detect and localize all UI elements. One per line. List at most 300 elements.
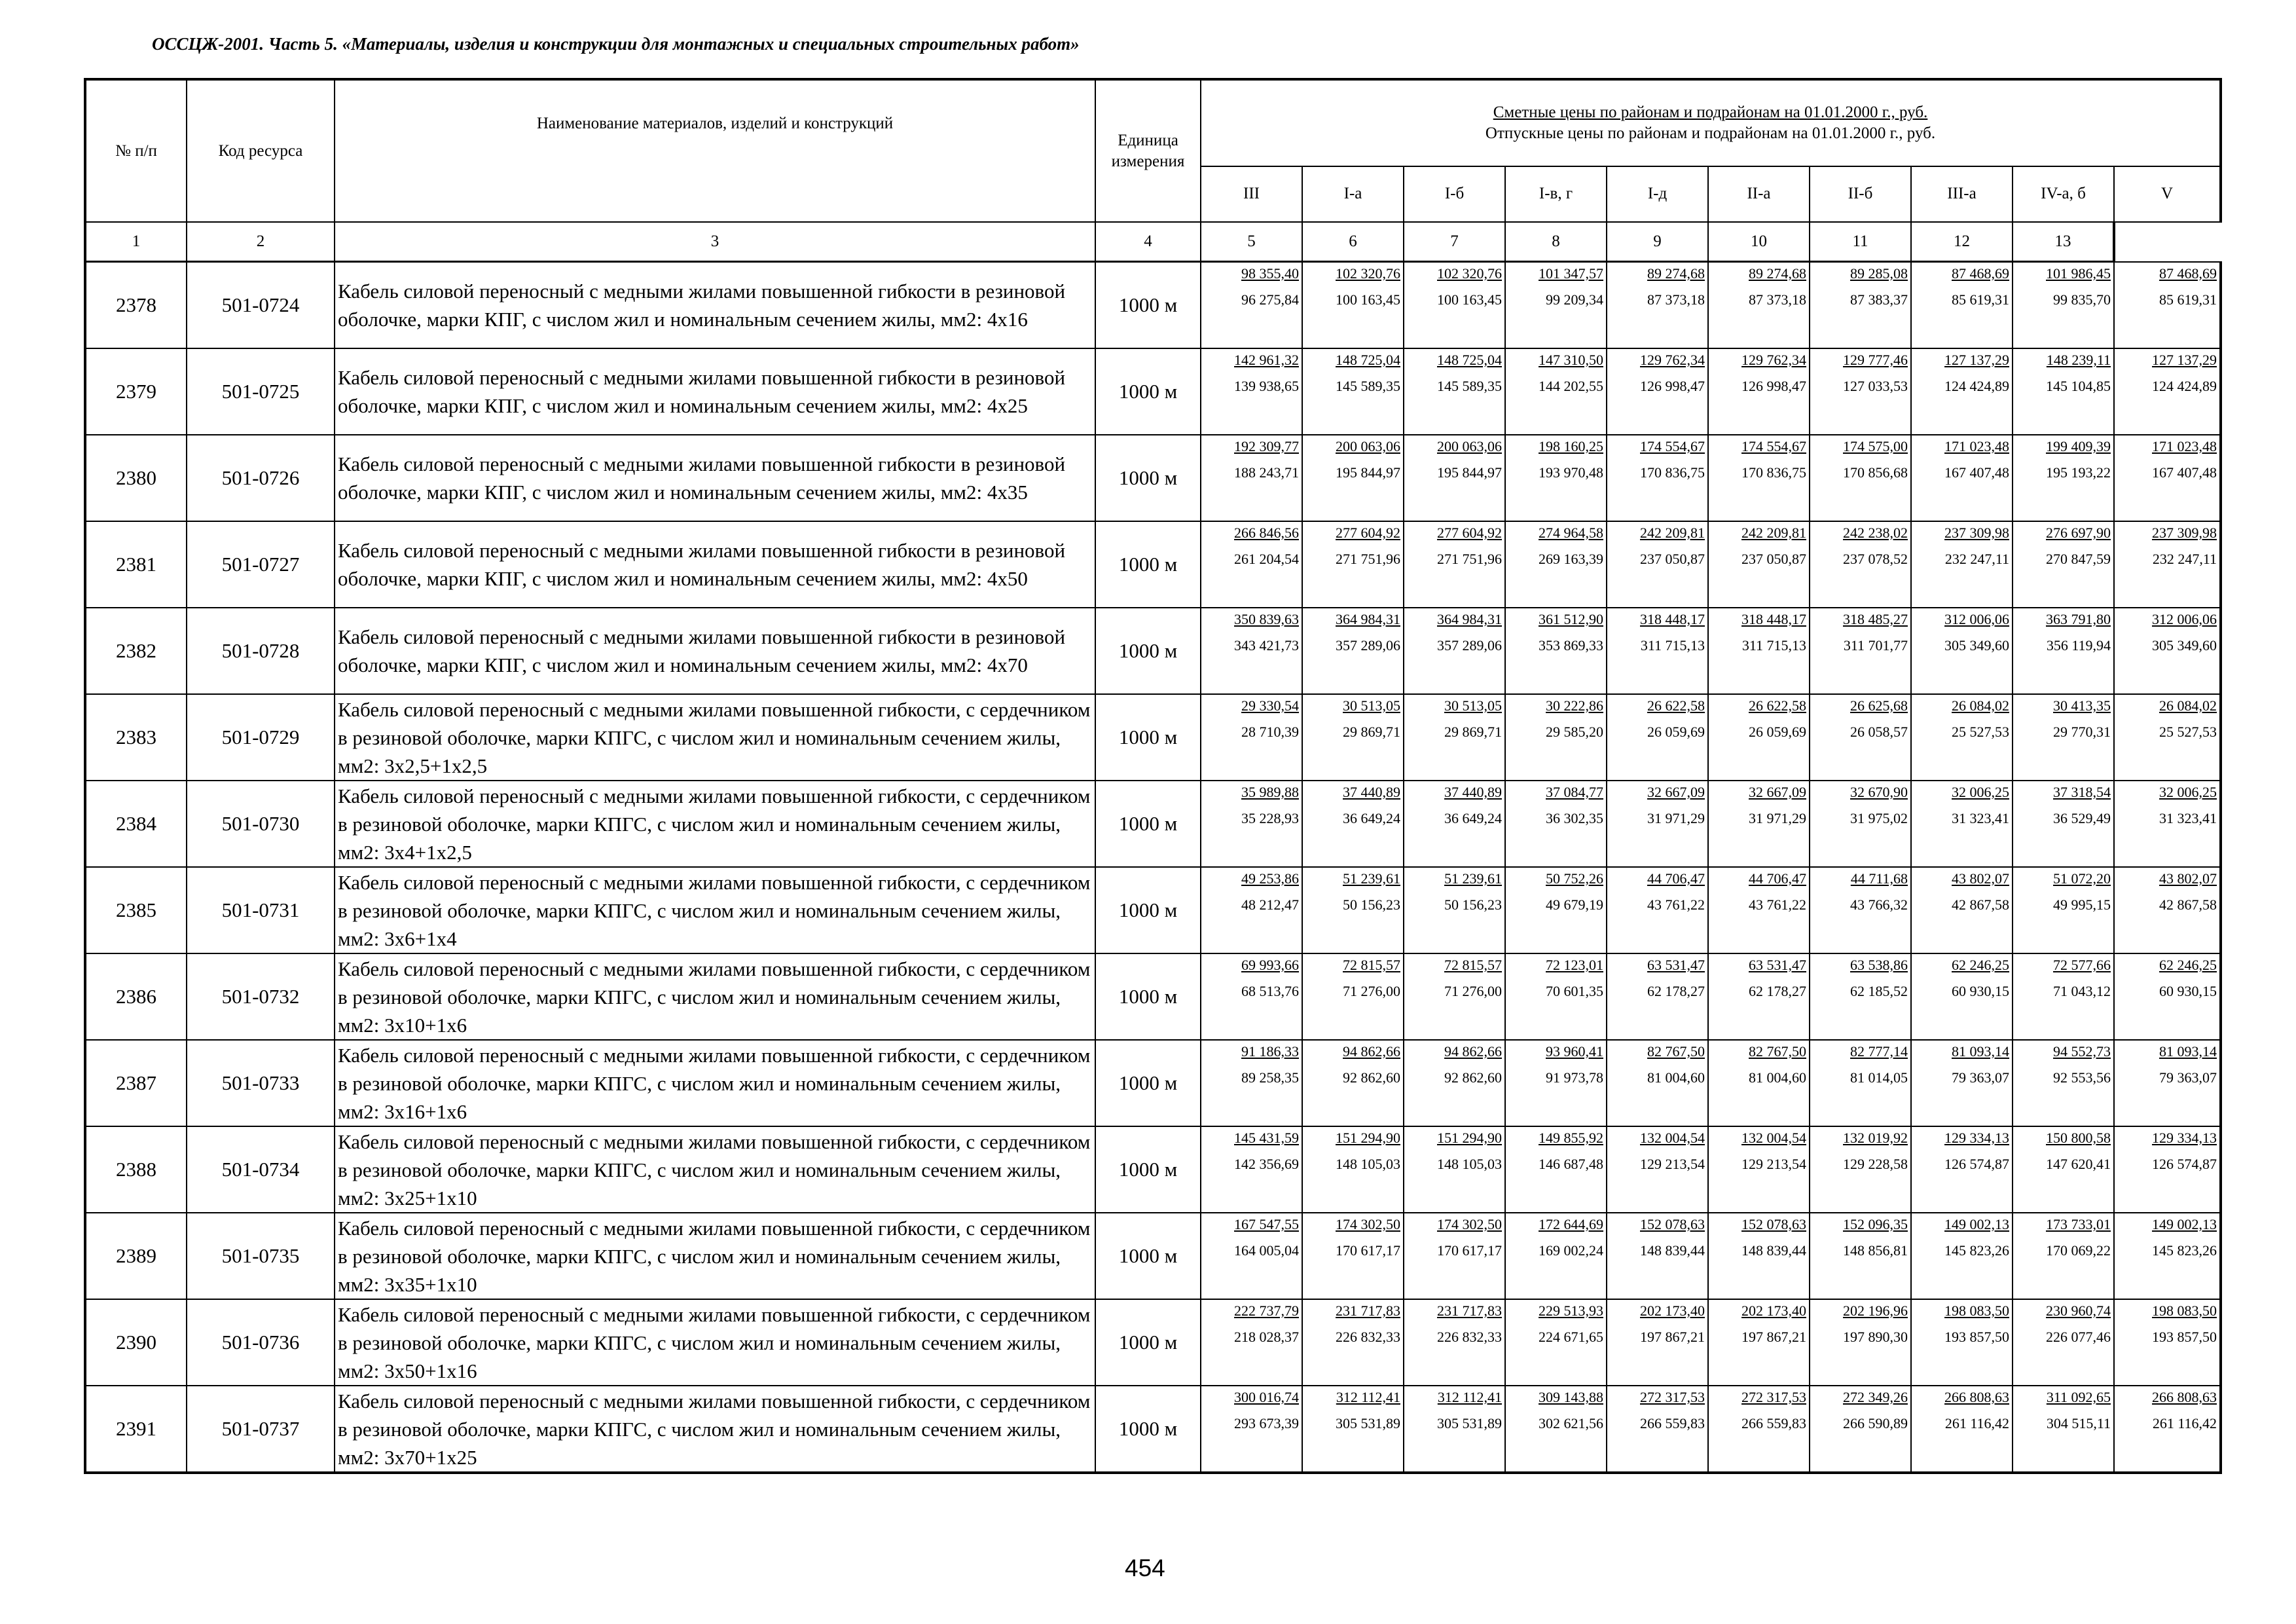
estimate-price: 37 440,89 bbox=[1343, 784, 1400, 800]
price-cell bbox=[1505, 1213, 1607, 1299]
estimate-price: 151 294,90 bbox=[1336, 1130, 1400, 1146]
unit: 1000 м bbox=[1095, 521, 1201, 608]
price-cell bbox=[1404, 1126, 1505, 1213]
price-cell bbox=[1201, 953, 1302, 1040]
release-price: 148 839,44 bbox=[1640, 1242, 1705, 1259]
release-price: 170 069,22 bbox=[2046, 1242, 2111, 1259]
price-cell bbox=[1201, 608, 1302, 694]
price-cell bbox=[1201, 1386, 1302, 1473]
release-price: 129 213,54 bbox=[1640, 1156, 1705, 1172]
estimate-price: 149 002,13 bbox=[1944, 1216, 2009, 1232]
estimate-price: 274 964,58 bbox=[1539, 525, 1603, 541]
release-price: 270 847,59 bbox=[2046, 551, 2111, 567]
table-row bbox=[85, 1299, 2221, 1386]
release-price: 237 050,87 bbox=[1640, 551, 1705, 567]
release-price: 29 869,71 bbox=[1444, 724, 1502, 740]
release-price: 197 867,21 bbox=[1741, 1329, 1806, 1345]
row-number: 2379 bbox=[85, 348, 187, 435]
header-region: III-а bbox=[1911, 166, 2013, 222]
material-name: Кабель силовой переносный с медными жилами повышенной гибкости, с сердечником в резиновой оболочке, марки КПГС, с числом жил и номинальным сечением жилы, мм2: 3х16+1х6 bbox=[335, 1040, 1095, 1126]
price-cell bbox=[2114, 521, 2221, 608]
release-price: 62 178,27 bbox=[1749, 983, 1806, 999]
release-price: 357 289,06 bbox=[1336, 637, 1400, 654]
price-cell bbox=[1505, 1299, 1607, 1386]
estimate-price: 192 309,77 bbox=[1234, 438, 1299, 454]
price-cell bbox=[1708, 953, 1810, 1040]
unit: 1000 м bbox=[1095, 1213, 1201, 1299]
resource-code: 501-0737 bbox=[187, 1386, 335, 1473]
price-cell bbox=[1911, 1386, 2013, 1473]
price-cell bbox=[1607, 953, 1708, 1040]
price-cell bbox=[1708, 608, 1810, 694]
release-price: 92 862,60 bbox=[1343, 1069, 1400, 1086]
estimate-price: 30 513,05 bbox=[1343, 697, 1400, 714]
header-region: I-а bbox=[1302, 166, 1404, 222]
estimate-price: 51 072,20 bbox=[2053, 870, 2111, 887]
region-title-line2: Отпускные цены по районам и подрайонам на 01.01.2000 г., руб. bbox=[1485, 124, 1936, 142]
price-cell bbox=[1404, 521, 1505, 608]
estimate-price: 149 002,13 bbox=[2152, 1216, 2217, 1232]
release-price: 145 823,26 bbox=[2152, 1242, 2217, 1259]
estimate-price: 89 274,68 bbox=[1749, 265, 1806, 282]
estimate-price: 198 160,25 bbox=[1539, 438, 1603, 454]
unit: 1000 м bbox=[1095, 1126, 1201, 1213]
column-number: 9 bbox=[1607, 222, 1708, 262]
price-cell bbox=[1404, 262, 1505, 349]
estimate-price: 102 320,76 bbox=[1336, 265, 1400, 282]
price-cell bbox=[1302, 781, 1404, 867]
row-number: 2389 bbox=[85, 1213, 187, 1299]
price-cell bbox=[1607, 262, 1708, 349]
release-price: 25 527,53 bbox=[1952, 724, 2009, 740]
estimate-price: 26 084,02 bbox=[2159, 697, 2217, 714]
release-price: 146 687,48 bbox=[1539, 1156, 1603, 1172]
release-price: 100 163,45 bbox=[1336, 291, 1400, 308]
price-cell bbox=[1708, 262, 1810, 349]
price-cell bbox=[2013, 348, 2114, 435]
release-price: 237 078,52 bbox=[1843, 551, 1908, 567]
material-name: Кабель силовой переносный с медными жилами повышенной гибкости, с сердечником в резиновой оболочке, марки КПГС, с числом жил и номинальным сечением жилы, мм2: 3х70+1х25 bbox=[335, 1386, 1095, 1473]
price-cell bbox=[2013, 262, 2114, 349]
estimate-price: 127 137,29 bbox=[1944, 352, 2009, 368]
price-cell bbox=[1708, 1299, 1810, 1386]
table-row bbox=[85, 953, 2221, 1040]
material-name: Кабель силовой переносный с медными жилами повышенной гибкости, с сердечником в резиновой оболочке, марки КПГС, с числом жил и номинальным сечением жилы, мм2: 3х6+1х4 bbox=[335, 867, 1095, 953]
release-price: 60 930,15 bbox=[2159, 983, 2217, 999]
estimate-price: 318 485,27 bbox=[1843, 611, 1908, 627]
release-price: 50 156,23 bbox=[1343, 896, 1400, 913]
estimate-price: 151 294,90 bbox=[1437, 1130, 1502, 1146]
estimate-price: 30 222,86 bbox=[1546, 697, 1603, 714]
price-cell bbox=[1505, 348, 1607, 435]
estimate-price: 44 706,47 bbox=[1647, 870, 1705, 887]
release-price: 148 839,44 bbox=[1741, 1242, 1806, 1259]
header-unit: Единица измерения bbox=[1095, 79, 1201, 222]
release-price: 126 574,87 bbox=[2152, 1156, 2217, 1172]
release-price: 28 710,39 bbox=[1241, 724, 1299, 740]
price-cell bbox=[2114, 867, 2221, 953]
estimate-price: 91 186,33 bbox=[1241, 1043, 1299, 1060]
release-price: 148 856,81 bbox=[1843, 1242, 1908, 1259]
price-cell bbox=[2013, 435, 2114, 521]
estimate-price: 32 006,25 bbox=[1952, 784, 2009, 800]
release-price: 305 531,89 bbox=[1336, 1415, 1400, 1431]
price-cell bbox=[2013, 1299, 2114, 1386]
release-price: 79 363,07 bbox=[1952, 1069, 2009, 1086]
price-cell bbox=[2114, 1299, 2221, 1386]
price-cell bbox=[1708, 1040, 1810, 1126]
estimate-price: 147 310,50 bbox=[1539, 352, 1603, 368]
release-price: 81 004,60 bbox=[1647, 1069, 1705, 1086]
estimate-price: 132 004,54 bbox=[1741, 1130, 1806, 1146]
estimate-price: 174 554,67 bbox=[1741, 438, 1806, 454]
header-region: IV-а, б bbox=[2013, 166, 2114, 222]
price-cell bbox=[2114, 608, 2221, 694]
release-price: 197 890,30 bbox=[1843, 1329, 1908, 1345]
estimate-price: 148 725,04 bbox=[1336, 352, 1400, 368]
price-cell bbox=[1404, 1213, 1505, 1299]
release-price: 91 973,78 bbox=[1546, 1069, 1603, 1086]
release-price: 170 617,17 bbox=[1437, 1242, 1502, 1259]
release-price: 266 559,83 bbox=[1741, 1415, 1806, 1431]
estimate-price: 174 554,67 bbox=[1640, 438, 1705, 454]
release-price: 85 619,31 bbox=[2159, 291, 2217, 308]
release-price: 271 751,96 bbox=[1437, 551, 1502, 567]
release-price: 129 213,54 bbox=[1741, 1156, 1806, 1172]
price-cell bbox=[1201, 867, 1302, 953]
table-row bbox=[85, 1213, 2221, 1299]
price-cell bbox=[1302, 867, 1404, 953]
estimate-price: 150 800,58 bbox=[2046, 1130, 2111, 1146]
unit: 1000 м bbox=[1095, 1386, 1201, 1473]
estimate-price: 132 019,92 bbox=[1843, 1130, 1908, 1146]
price-cell bbox=[1201, 781, 1302, 867]
release-price: 29 585,20 bbox=[1546, 724, 1603, 740]
estimate-price: 37 084,77 bbox=[1546, 784, 1603, 800]
estimate-price: 63 538,86 bbox=[1850, 957, 1908, 973]
release-price: 226 832,33 bbox=[1336, 1329, 1400, 1345]
release-price: 266 559,83 bbox=[1640, 1415, 1705, 1431]
release-price: 305 349,60 bbox=[2152, 637, 2217, 654]
release-price: 36 649,24 bbox=[1444, 810, 1502, 826]
row-number: 2381 bbox=[85, 521, 187, 608]
price-cell bbox=[1810, 781, 1911, 867]
resource-code: 501-0729 bbox=[187, 694, 335, 781]
estimate-price: 242 238,02 bbox=[1843, 525, 1908, 541]
estimate-price: 309 143,88 bbox=[1539, 1389, 1603, 1405]
price-cell bbox=[1607, 435, 1708, 521]
price-cell bbox=[1810, 1299, 1911, 1386]
header-region: I-б bbox=[1404, 166, 1505, 222]
unit: 1000 м bbox=[1095, 262, 1201, 349]
row-number: 2383 bbox=[85, 694, 187, 781]
price-cell bbox=[1505, 867, 1607, 953]
estimate-price: 101 347,57 bbox=[1539, 265, 1603, 282]
price-cell bbox=[1911, 348, 2013, 435]
estimate-price: 63 531,47 bbox=[1749, 957, 1806, 973]
estimate-price: 173 733,01 bbox=[2046, 1216, 2111, 1232]
table-row bbox=[85, 608, 2221, 694]
price-cell bbox=[1505, 262, 1607, 349]
price-cell bbox=[1911, 781, 2013, 867]
price-cell bbox=[1810, 348, 1911, 435]
release-price: 126 998,47 bbox=[1741, 378, 1806, 394]
release-price: 31 323,41 bbox=[1952, 810, 2009, 826]
price-cell bbox=[2114, 348, 2221, 435]
estimate-price: 94 862,66 bbox=[1444, 1043, 1502, 1060]
price-cell bbox=[2114, 781, 2221, 867]
estimate-price: 87 468,69 bbox=[2159, 265, 2217, 282]
price-cell bbox=[1302, 1040, 1404, 1126]
release-price: 195 193,22 bbox=[2046, 464, 2111, 481]
unit: 1000 м bbox=[1095, 348, 1201, 435]
estimate-price: 171 023,48 bbox=[1944, 438, 2009, 454]
release-price: 170 856,68 bbox=[1843, 464, 1908, 481]
price-cell bbox=[1201, 435, 1302, 521]
price-cell bbox=[1810, 1213, 1911, 1299]
estimate-price: 82 767,50 bbox=[1647, 1043, 1705, 1060]
estimate-price: 129 762,34 bbox=[1741, 352, 1806, 368]
price-cell bbox=[1810, 953, 1911, 1040]
region-title-line1: Сметные цены по районам и подрайонам на 01.01.2000 г., руб. bbox=[1493, 103, 1928, 121]
estimate-price: 44 706,47 bbox=[1749, 870, 1806, 887]
estimate-price: 202 173,40 bbox=[1640, 1302, 1705, 1319]
release-price: 71 276,00 bbox=[1444, 983, 1502, 999]
column-number: 1 bbox=[85, 222, 187, 262]
resource-code: 501-0724 bbox=[187, 262, 335, 349]
release-price: 87 373,18 bbox=[1647, 291, 1705, 308]
release-price: 193 857,50 bbox=[2152, 1329, 2217, 1345]
release-price: 226 832,33 bbox=[1437, 1329, 1502, 1345]
unit: 1000 м bbox=[1095, 435, 1201, 521]
unit: 1000 м bbox=[1095, 953, 1201, 1040]
release-price: 271 751,96 bbox=[1336, 551, 1400, 567]
resource-code: 501-0725 bbox=[187, 348, 335, 435]
release-price: 35 228,93 bbox=[1241, 810, 1299, 826]
resource-code: 501-0726 bbox=[187, 435, 335, 521]
release-price: 195 844,97 bbox=[1437, 464, 1502, 481]
column-number: 11 bbox=[1810, 222, 1911, 262]
material-name: Кабель силовой переносный с медными жилами повышенной гибкости, с сердечником в резиновой оболочке, марки КПГС, с числом жил и номинальным сечением жилы, мм2: 3х50+1х16 bbox=[335, 1299, 1095, 1386]
estimate-price: 266 808,63 bbox=[1944, 1389, 2009, 1405]
estimate-price: 199 409,39 bbox=[2046, 438, 2111, 454]
price-cell bbox=[2013, 1213, 2114, 1299]
table-row bbox=[85, 867, 2221, 953]
price-cell bbox=[1708, 1126, 1810, 1213]
release-price: 293 673,39 bbox=[1234, 1415, 1299, 1431]
column-number: 7 bbox=[1404, 222, 1505, 262]
estimate-price: 69 993,66 bbox=[1241, 957, 1299, 973]
price-cell bbox=[1505, 694, 1607, 781]
price-cell bbox=[1404, 694, 1505, 781]
estimate-price: 26 622,58 bbox=[1647, 697, 1705, 714]
price-cell bbox=[1708, 781, 1810, 867]
price-cell bbox=[2013, 521, 2114, 608]
release-price: 124 424,89 bbox=[1944, 378, 2009, 394]
price-cell bbox=[1505, 608, 1607, 694]
estimate-price: 82 767,50 bbox=[1749, 1043, 1806, 1060]
resource-code: 501-0733 bbox=[187, 1040, 335, 1126]
estimate-price: 81 093,14 bbox=[2159, 1043, 2217, 1060]
price-cell bbox=[2013, 1040, 2114, 1126]
price-cell bbox=[1302, 435, 1404, 521]
release-price: 31 975,02 bbox=[1850, 810, 1908, 826]
release-price: 129 228,58 bbox=[1843, 1156, 1908, 1172]
estimate-price: 51 239,61 bbox=[1444, 870, 1502, 887]
estimate-price: 312 006,06 bbox=[2152, 611, 2217, 627]
unit: 1000 м bbox=[1095, 1299, 1201, 1386]
release-price: 26 058,57 bbox=[1850, 724, 1908, 740]
price-cell bbox=[1607, 348, 1708, 435]
material-name: Кабель силовой переносный с медными жилами повышенной гибкости, с сердечником в резиновой оболочке, марки КПГС, с числом жил и номинальным сечением жилы, мм2: 3х25+1х10 bbox=[335, 1126, 1095, 1213]
release-price: 142 356,69 bbox=[1234, 1156, 1299, 1172]
price-cell bbox=[1607, 608, 1708, 694]
release-price: 99 835,70 bbox=[2053, 291, 2111, 308]
release-price: 261 204,54 bbox=[1234, 551, 1299, 567]
estimate-price: 171 023,48 bbox=[2152, 438, 2217, 454]
price-cell bbox=[1810, 694, 1911, 781]
row-number: 2390 bbox=[85, 1299, 187, 1386]
release-price: 29 770,31 bbox=[2053, 724, 2111, 740]
header-region: II-б bbox=[1810, 166, 1911, 222]
estimate-price: 127 137,29 bbox=[2152, 352, 2217, 368]
header-region-title bbox=[1201, 79, 2221, 166]
estimate-price: 202 173,40 bbox=[1741, 1302, 1806, 1319]
estimate-price: 93 960,41 bbox=[1546, 1043, 1603, 1060]
price-cell bbox=[1911, 867, 2013, 953]
estimate-price: 51 239,61 bbox=[1343, 870, 1400, 887]
price-cell bbox=[1302, 521, 1404, 608]
estimate-price: 32 006,25 bbox=[2159, 784, 2217, 800]
price-cell bbox=[1911, 608, 2013, 694]
price-cell bbox=[1302, 1126, 1404, 1213]
estimate-price: 311 092,65 bbox=[2046, 1389, 2111, 1405]
column-number: 8 bbox=[1505, 222, 1607, 262]
estimate-price: 89 285,08 bbox=[1850, 265, 1908, 282]
price-table bbox=[84, 78, 2222, 1474]
release-price: 81 014,05 bbox=[1850, 1069, 1908, 1086]
price-cell bbox=[1810, 435, 1911, 521]
price-cell bbox=[2114, 953, 2221, 1040]
estimate-price: 49 253,86 bbox=[1241, 870, 1299, 887]
release-price: 193 857,50 bbox=[1944, 1329, 2009, 1345]
release-price: 224 671,65 bbox=[1539, 1329, 1603, 1345]
release-price: 29 869,71 bbox=[1343, 724, 1400, 740]
estimate-price: 101 986,45 bbox=[2046, 265, 2111, 282]
estimate-price: 37 440,89 bbox=[1444, 784, 1502, 800]
estimate-price: 43 802,07 bbox=[2159, 870, 2217, 887]
estimate-price: 94 552,73 bbox=[2053, 1043, 2111, 1060]
header-region: II-а bbox=[1708, 166, 1810, 222]
material-name: Кабель силовой переносный с медными жилами повышенной гибкости, с сердечником в резиновой оболочке, марки КПГС, с числом жил и номинальным сечением жилы, мм2: 3х35+1х10 bbox=[335, 1213, 1095, 1299]
estimate-price: 272 317,53 bbox=[1741, 1389, 1806, 1405]
price-cell bbox=[1201, 1040, 1302, 1126]
price-cell bbox=[1810, 521, 1911, 608]
estimate-price: 229 513,93 bbox=[1539, 1302, 1603, 1319]
estimate-price: 94 862,66 bbox=[1343, 1043, 1400, 1060]
price-cell bbox=[1404, 867, 1505, 953]
release-price: 126 998,47 bbox=[1640, 378, 1705, 394]
column-number: 10 bbox=[1708, 222, 1810, 262]
release-price: 31 971,29 bbox=[1749, 810, 1806, 826]
price-cell bbox=[1708, 867, 1810, 953]
estimate-price: 149 855,92 bbox=[1539, 1130, 1603, 1146]
release-price: 169 002,24 bbox=[1539, 1242, 1603, 1259]
price-cell bbox=[1505, 1386, 1607, 1473]
release-price: 261 116,42 bbox=[1944, 1415, 2009, 1431]
estimate-price: 350 839,63 bbox=[1234, 611, 1299, 627]
estimate-price: 222 737,79 bbox=[1234, 1302, 1299, 1319]
table-row bbox=[85, 694, 2221, 781]
estimate-price: 364 984,31 bbox=[1437, 611, 1502, 627]
price-cell bbox=[2013, 694, 2114, 781]
release-price: 43 761,22 bbox=[1647, 896, 1705, 913]
release-price: 353 869,33 bbox=[1539, 637, 1603, 654]
release-price: 26 059,69 bbox=[1647, 724, 1705, 740]
estimate-price: 272 317,53 bbox=[1640, 1389, 1705, 1405]
price-cell bbox=[1708, 521, 1810, 608]
estimate-price: 312 006,06 bbox=[1944, 611, 2009, 627]
release-price: 99 209,34 bbox=[1546, 291, 1603, 308]
price-cell bbox=[1607, 521, 1708, 608]
price-cell bbox=[2114, 1126, 2221, 1213]
price-cell bbox=[1201, 1213, 1302, 1299]
row-number: 2391 bbox=[85, 1386, 187, 1473]
resource-code: 501-0728 bbox=[187, 608, 335, 694]
estimate-price: 81 093,14 bbox=[1952, 1043, 2009, 1060]
release-price: 304 515,11 bbox=[2046, 1415, 2111, 1431]
price-cell bbox=[1810, 1386, 1911, 1473]
estimate-price: 152 096,35 bbox=[1843, 1216, 1908, 1232]
estimate-price: 277 604,92 bbox=[1437, 525, 1502, 541]
estimate-price: 200 063,06 bbox=[1437, 438, 1502, 454]
estimate-price: 318 448,17 bbox=[1741, 611, 1806, 627]
release-price: 36 529,49 bbox=[2053, 810, 2111, 826]
unit: 1000 м bbox=[1095, 867, 1201, 953]
price-cell bbox=[2013, 867, 2114, 953]
estimate-price: 50 752,26 bbox=[1546, 870, 1603, 887]
release-price: 167 407,48 bbox=[2152, 464, 2217, 481]
estimate-price: 272 349,26 bbox=[1843, 1389, 1908, 1405]
price-cell bbox=[1404, 608, 1505, 694]
price-cell bbox=[1201, 694, 1302, 781]
release-price: 195 844,97 bbox=[1336, 464, 1400, 481]
release-price: 68 513,76 bbox=[1241, 983, 1299, 999]
price-cell bbox=[1911, 435, 2013, 521]
estimate-price: 152 078,63 bbox=[1640, 1216, 1705, 1232]
release-price: 124 424,89 bbox=[2152, 378, 2217, 394]
header-region: III bbox=[1201, 166, 1302, 222]
release-price: 48 212,47 bbox=[1241, 896, 1299, 913]
release-price: 42 867,58 bbox=[2159, 896, 2217, 913]
price-cell bbox=[1708, 1213, 1810, 1299]
release-price: 96 275,84 bbox=[1241, 291, 1299, 308]
estimate-price: 63 531,47 bbox=[1647, 957, 1705, 973]
estimate-price: 174 302,50 bbox=[1336, 1216, 1400, 1232]
price-cell bbox=[1201, 348, 1302, 435]
table-row bbox=[85, 521, 2221, 608]
price-cell bbox=[1302, 694, 1404, 781]
estimate-price: 142 961,32 bbox=[1234, 352, 1299, 368]
release-price: 170 836,75 bbox=[1741, 464, 1806, 481]
price-cell bbox=[2013, 953, 2114, 1040]
price-cell bbox=[1607, 867, 1708, 953]
estimate-price: 167 547,55 bbox=[1234, 1216, 1299, 1232]
release-price: 89 258,35 bbox=[1241, 1069, 1299, 1086]
column-number: 6 bbox=[1302, 222, 1404, 262]
row-number: 2382 bbox=[85, 608, 187, 694]
resource-code: 501-0732 bbox=[187, 953, 335, 1040]
